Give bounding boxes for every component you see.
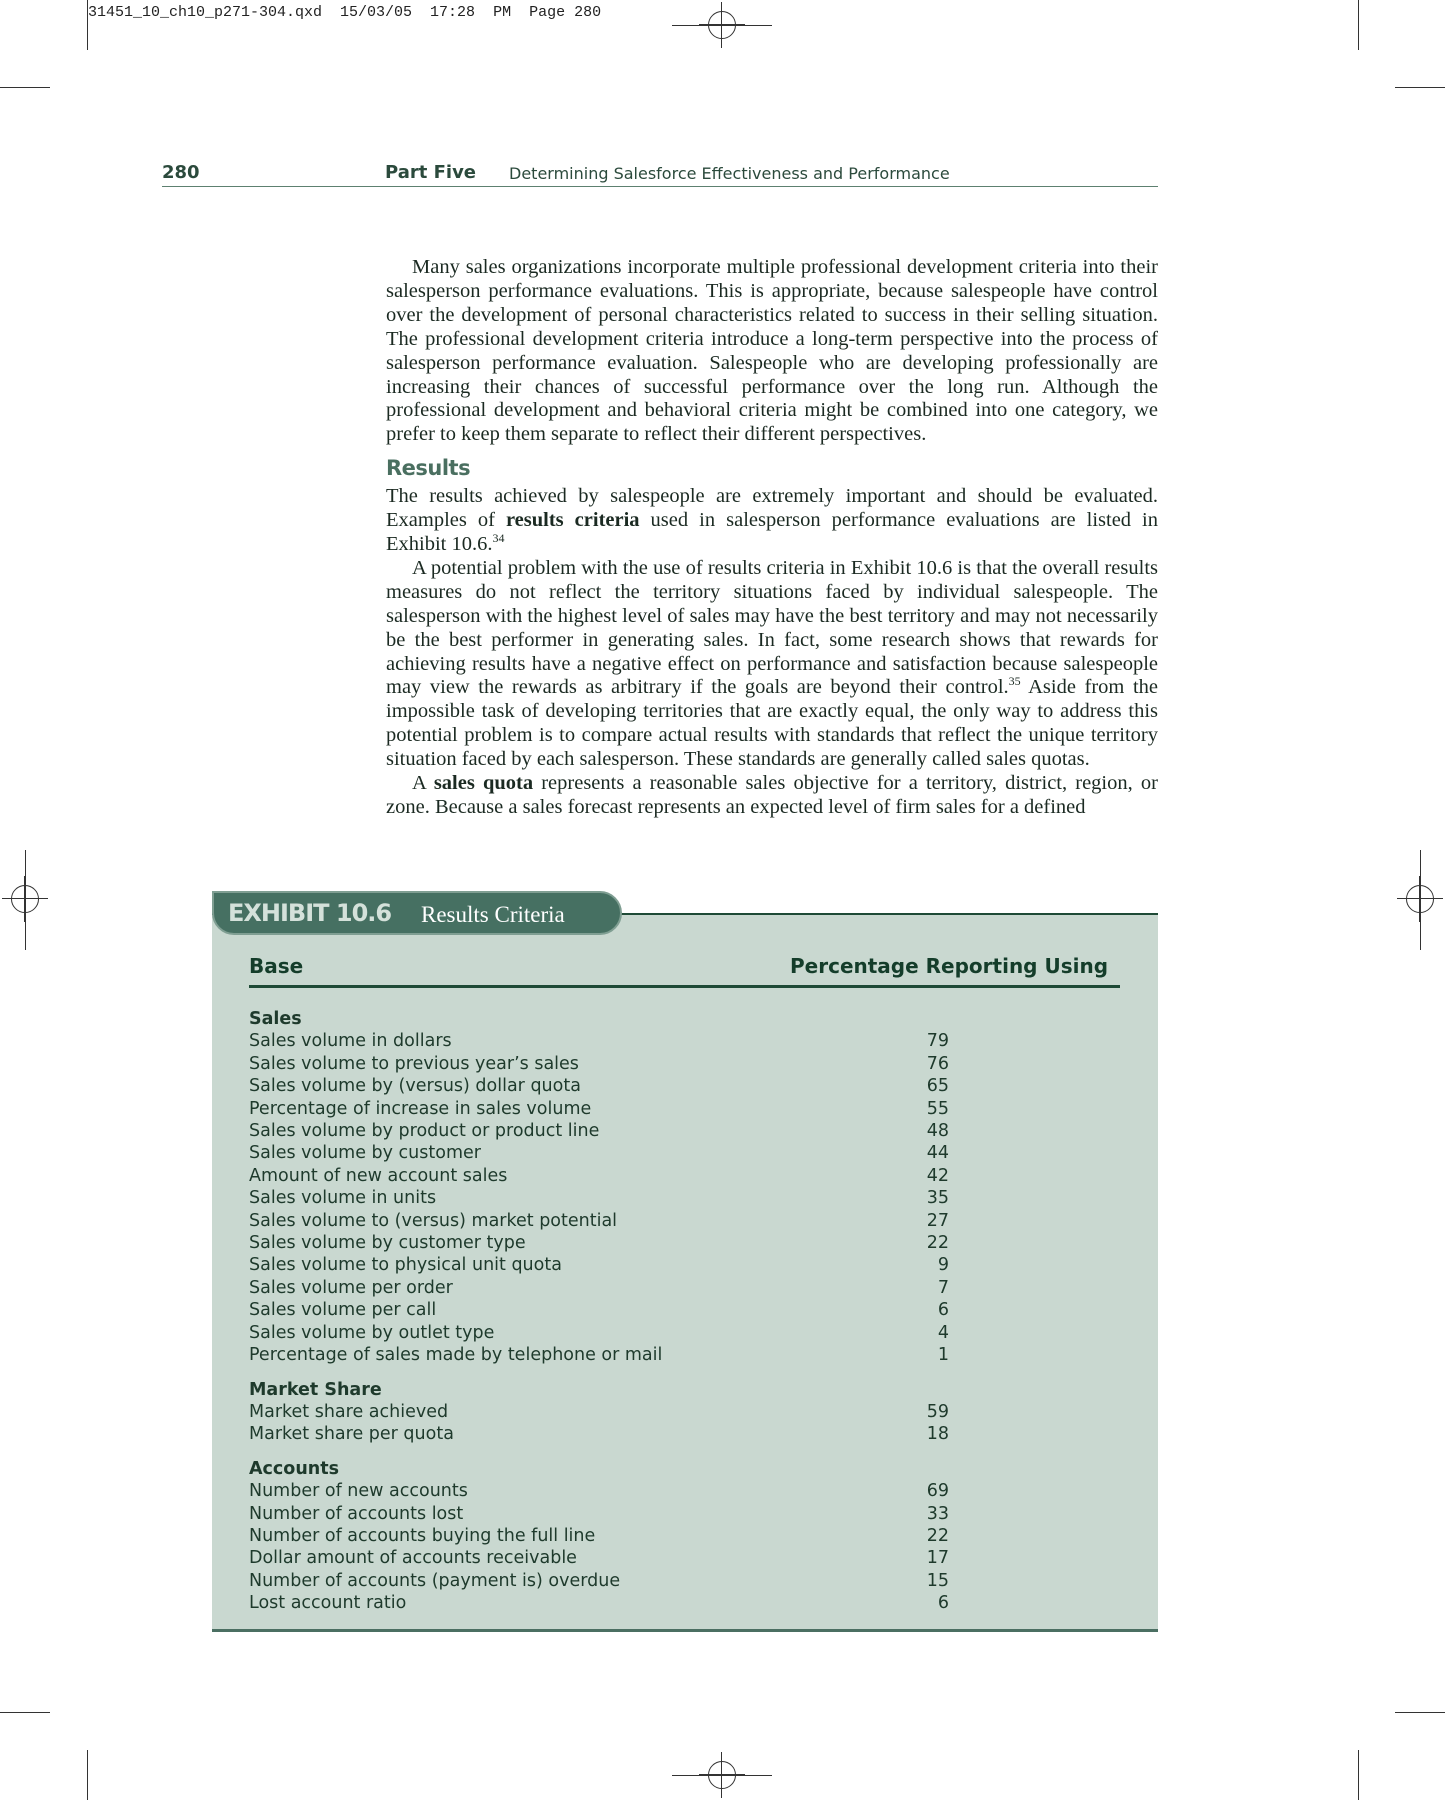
criterion-label: Sales volume per call xyxy=(249,1300,437,1321)
table-row xyxy=(249,1525,949,1547)
table-row xyxy=(249,1120,949,1142)
criterion-label: Number of accounts buying the full line xyxy=(249,1525,596,1546)
percentage-value: 6 xyxy=(937,1300,949,1321)
paragraph: A sales quota represents a reasonable sales objective for a territory, district, region, or zone. Because a sales forecast represents an expected level of firm sales for a defined xyxy=(386,772,1158,818)
table-row xyxy=(249,1187,949,1209)
percentage-value: 42 xyxy=(926,1165,949,1186)
percentage-value: 4 xyxy=(937,1322,949,1343)
criterion-label: Sales volume by outlet type xyxy=(249,1322,495,1343)
criterion-label: Sales volume to physical unit quota xyxy=(249,1255,562,1276)
percentage-value: 76 xyxy=(926,1053,949,1074)
percentage-value: 65 xyxy=(926,1076,949,1097)
percentage-value: 1 xyxy=(937,1345,949,1366)
percentage-value: 44 xyxy=(926,1143,949,1164)
key-term: results criteria xyxy=(505,509,640,532)
criterion-label: Sales volume in units xyxy=(249,1188,437,1209)
criterion-label: Sales volume to (versus) market potential xyxy=(249,1210,618,1231)
percentage-value: 35 xyxy=(926,1188,949,1209)
column-header-base: Base xyxy=(249,954,304,978)
section-heading: Results xyxy=(386,456,471,481)
exhibit-label: EXHIBIT 10.6 xyxy=(228,899,392,927)
table-row xyxy=(249,1480,949,1502)
percentage-value: 18 xyxy=(926,1424,949,1445)
criterion-label: Dollar amount of accounts receivable xyxy=(249,1548,577,1569)
file-slug: 31451_10_ch10_p271-304.qxd 15/03/05 17:28 PM Page 280 xyxy=(88,4,602,21)
criterion-label: Sales volume in dollars xyxy=(249,1031,452,1052)
table-row xyxy=(249,1423,949,1445)
paragraph: Many sales organizations incorporate multiple professional development criteria into their salesperson performance evaluations. This is appropriate, because salespeople have control over the development of personal characteristics related to success in their selling situation. The professional development criteria introduce a long-term perspective into the process of salesperson performance evaluation. Salespeople who are developing professionally are increasing their chances of successful performance over the long run. Although the professional development and behavioral criteria might be combined into one category, we prefer to keep them separate to reflect their different perspectives. xyxy=(386,256,1158,446)
percentage-value: 27 xyxy=(926,1210,949,1231)
table-row xyxy=(249,1592,949,1614)
section-heading: Sales xyxy=(249,1009,302,1029)
part-label: Part Five xyxy=(385,162,477,183)
percentage-value: 79 xyxy=(926,1031,949,1052)
exhibit-table xyxy=(249,1008,949,1615)
percentage-value: 22 xyxy=(926,1233,949,1254)
table-row xyxy=(249,1210,949,1232)
percentage-value: 59 xyxy=(926,1401,949,1422)
criterion-label: Sales volume per order xyxy=(249,1277,453,1298)
percentage-value: 22 xyxy=(926,1525,949,1546)
criterion-label: Number of accounts lost xyxy=(249,1503,464,1524)
criterion-label: Percentage of increase in sales volume xyxy=(249,1098,592,1119)
criterion-label: Number of new accounts xyxy=(249,1481,468,1502)
page-number: 280 xyxy=(162,162,200,183)
section-heading: Accounts xyxy=(249,1458,340,1479)
percentage-value: 33 xyxy=(926,1503,949,1524)
section-heading: Market Share xyxy=(249,1379,382,1400)
criterion-label: Amount of new account sales xyxy=(249,1165,508,1186)
table-row xyxy=(249,1053,949,1075)
table-row xyxy=(249,1401,949,1423)
percentage-value: 7 xyxy=(937,1277,949,1298)
table-row xyxy=(249,1098,949,1120)
criterion-label: Sales volume by (versus) dollar quota xyxy=(249,1076,581,1097)
table-row xyxy=(249,1570,949,1592)
paragraph: The results achieved by salespeople are extremely important and should be evaluated. Examples of results criteria used in salesperson performance evaluations are listed in Exhibit 10.6.34 xyxy=(386,485,1159,555)
footnote-ref: 34 xyxy=(492,531,505,546)
criterion-label: Lost account ratio xyxy=(249,1593,407,1614)
percentage-value: 6 xyxy=(937,1593,949,1614)
criterion-label: Market share achieved xyxy=(249,1401,449,1422)
criterion-label: Sales volume by customer xyxy=(249,1143,481,1164)
percentage-value: 69 xyxy=(926,1481,949,1502)
criterion-label: Number of accounts (payment is) overdue xyxy=(249,1570,621,1591)
criterion-label: Sales volume by product or product line xyxy=(249,1121,600,1142)
percentage-value: 48 xyxy=(926,1121,949,1142)
criterion-label: Sales volume by customer type xyxy=(249,1233,526,1254)
running-head xyxy=(162,162,1158,187)
table-row xyxy=(249,1075,949,1097)
criterion-label: Sales volume to previous year’s sales xyxy=(249,1053,579,1074)
criterion-label: Market share per quota xyxy=(249,1424,454,1445)
table-row xyxy=(249,1254,949,1276)
table-row xyxy=(249,1142,949,1164)
table-row xyxy=(249,1030,949,1052)
percentage-value: 17 xyxy=(926,1548,949,1569)
table-row xyxy=(249,1344,949,1366)
table-row xyxy=(249,1299,949,1321)
exhibit-tab xyxy=(212,891,622,935)
percentage-value: 55 xyxy=(926,1098,949,1119)
header-rule xyxy=(249,985,1120,988)
footnote-ref: 35 xyxy=(1008,674,1021,689)
exhibit-title: Results Criteria xyxy=(421,902,565,927)
table-row xyxy=(249,1322,949,1344)
table-row xyxy=(249,1165,949,1187)
table-row xyxy=(249,1547,949,1569)
paragraph: A potential problem with the use of results criteria in Exhibit 10.6 is that the overall results measures do not reflect the territory situations faced by individual salespeople. The salesperson with the highest level of sales may have the best territory and may not necessarily be the best performer in generating sales. In fact, some research shows that rewards for achieving results have a negative effect on performance and satisfaction because salespeople may view the rewards as arbitrary if the goals are beyond their control.$^{35}$ Aside from the impossible task of developing territories that are exactly equal, the only way to address this potential problem is to compare actual results with standards that reflect the unique territory situation faced by each salesperson. These standards are generally called sales quotas. xyxy=(386,556,1159,771)
key-term: sales quota xyxy=(433,772,534,795)
column-header-percentage: Percentage Reporting Using xyxy=(790,954,1109,978)
table-row xyxy=(249,1277,949,1299)
table-row xyxy=(249,1503,949,1525)
criterion-label: Percentage of sales made by telephone or mail xyxy=(249,1345,663,1366)
table-row xyxy=(249,1232,949,1254)
percentage-value: 9 xyxy=(937,1255,949,1276)
body-text xyxy=(386,256,1158,820)
percentage-value: 15 xyxy=(926,1570,949,1591)
chapter-title: Determining Salesforce Effectiveness and Performance xyxy=(509,164,950,183)
